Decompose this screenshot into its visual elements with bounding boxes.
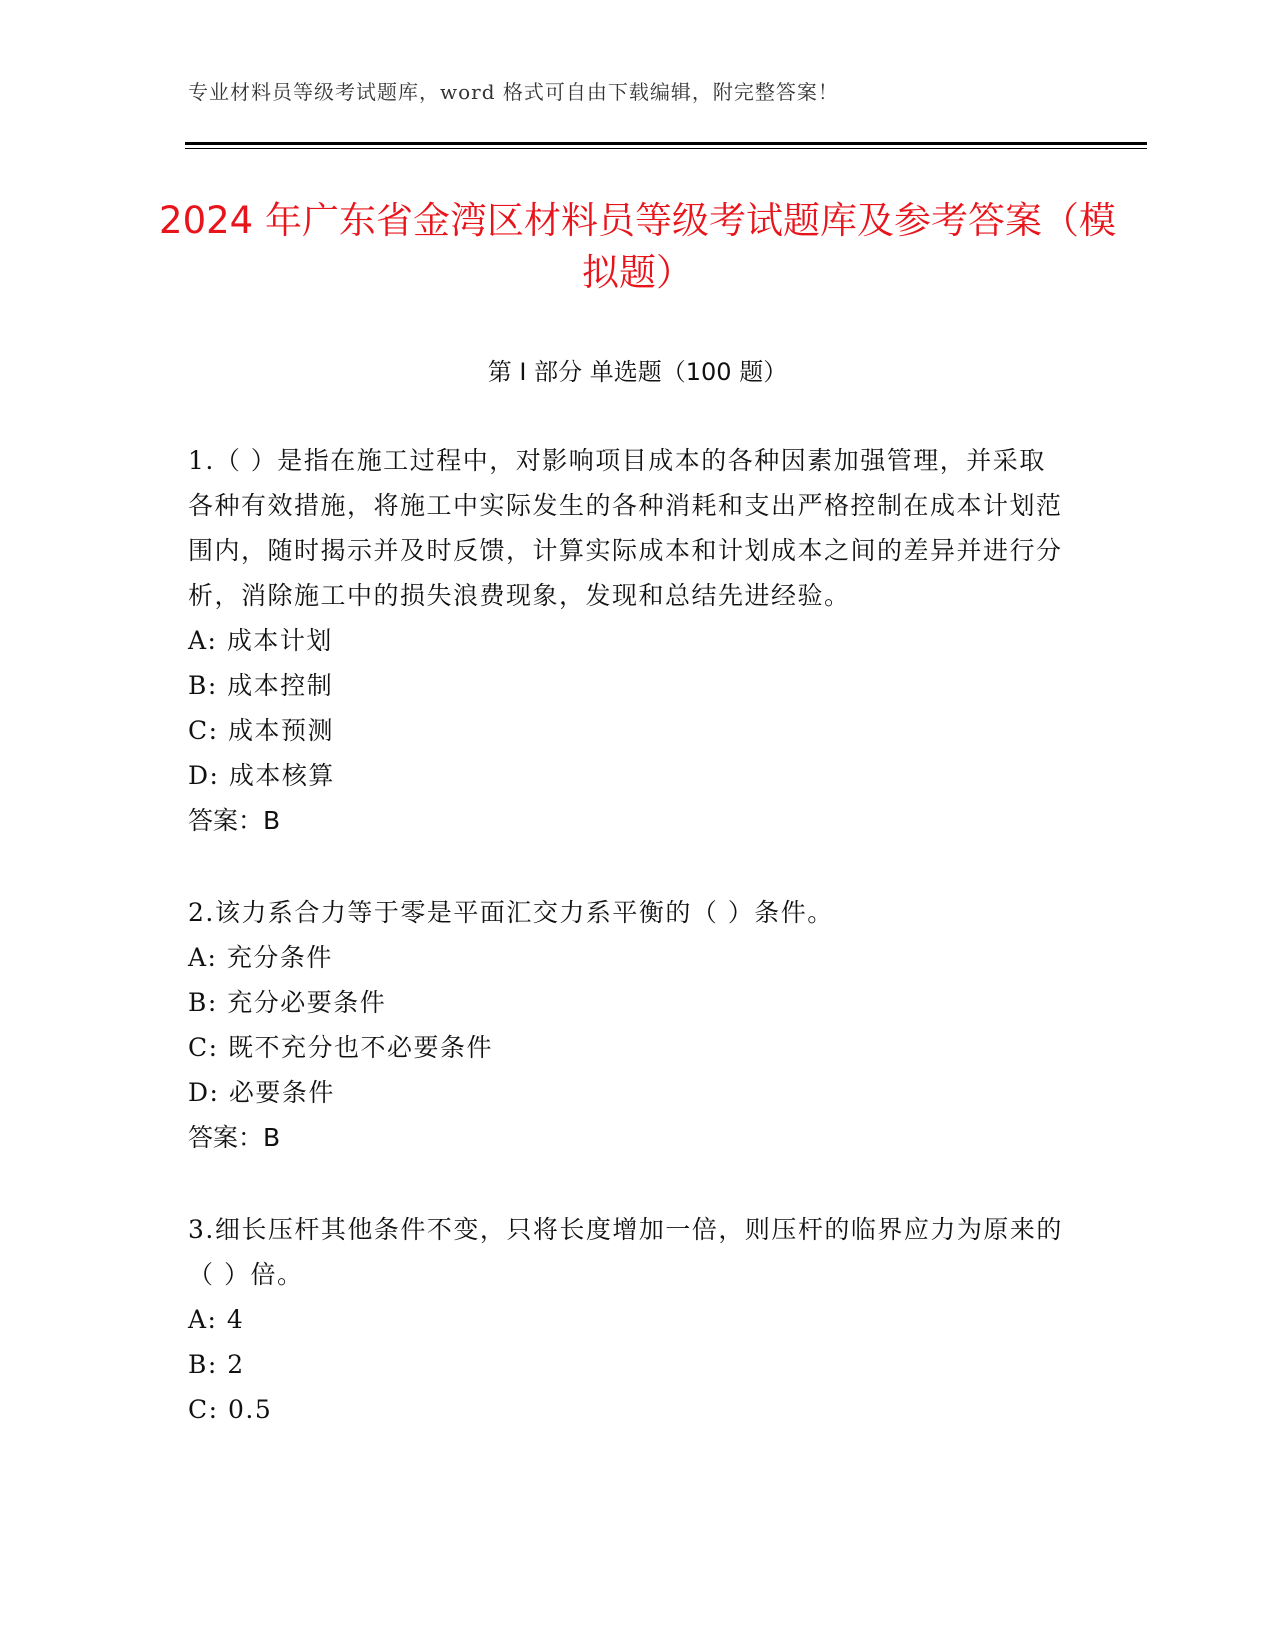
option-c: C: 既不充分也不必要条件 bbox=[188, 1033, 493, 1062]
option-b: B: 充分必要条件 bbox=[188, 988, 387, 1017]
answer: 答案：B bbox=[188, 806, 281, 835]
document-title: 2024 年广东省金湾区材料员等级考试题库及参考答案（模拟题） bbox=[159, 199, 1116, 294]
question-stem: 3.细长压杆其他条件不变，只将长度增加一倍，则压杆的临界应力为原来的（ ）倍。 bbox=[188, 1215, 1063, 1289]
option-d: D: 必要条件 bbox=[188, 1078, 335, 1107]
header-note: 专业材料员等级考试题库，word 格式可自由下载编辑，附完整答案！ bbox=[188, 80, 839, 104]
question-stem: 2.该力系合力等于零是平面汇交力系平衡的（ ）条件。 bbox=[188, 898, 834, 927]
option-b: B: 成本控制 bbox=[188, 671, 334, 700]
question-1 bbox=[188, 438, 1068, 843]
option-b: B: 2 bbox=[188, 1350, 245, 1379]
question-list bbox=[188, 438, 1068, 1479]
option-a: A: 4 bbox=[188, 1305, 245, 1334]
option-c: C: 成本预测 bbox=[188, 716, 334, 745]
option-a: A: 成本计划 bbox=[188, 626, 333, 655]
option-c: C: 0.5 bbox=[188, 1395, 273, 1424]
header-rule-thin bbox=[185, 148, 1147, 149]
header-rule-thick bbox=[185, 142, 1147, 145]
question-stem: 1.（ ）是指在施工过程中，对影响项目成本的各种因素加强管理，并采取各种有效措施，将施工中实际发生的各种消耗和支出严格控制在成本计划范围内，随时揭示并及时反馈，计算实际成本和计划成本之间的差异并进行分析，消除施工中的损失浪费现象，发现和总结先进经验。 bbox=[188, 446, 1063, 610]
answer: 答案：B bbox=[188, 1123, 281, 1152]
question-2 bbox=[188, 890, 1068, 1160]
option-a: A: 充分条件 bbox=[188, 943, 333, 972]
question-3 bbox=[188, 1207, 1068, 1432]
option-d: D: 成本核算 bbox=[188, 761, 335, 790]
section-title: 第 I 部分 单选题（100 题） bbox=[487, 358, 788, 386]
